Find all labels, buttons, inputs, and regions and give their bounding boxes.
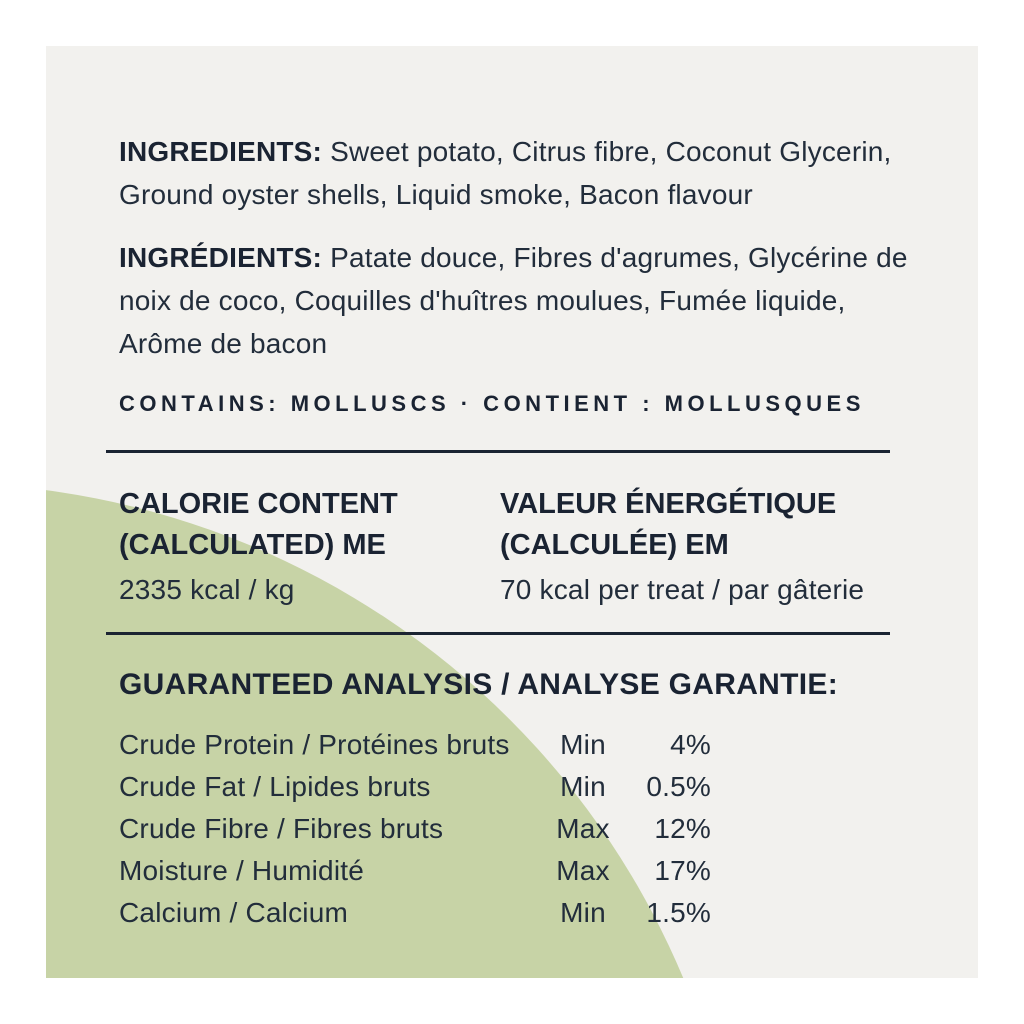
ingredients-en-text: Sweet potato, Citrus fibre, Coconut Glycerin, Ground oyster shells, Liquid smoke, Bacon flavour [119,136,892,210]
analysis-row-label: Crude Protein / Protéines bruts [119,729,510,760]
calorie-heading-fr-line2: (CALCULÉE) EM [500,529,729,561]
guaranteed-analysis-heading: GUARANTEED ANALYSIS / ANALYSE GARANTIE: [119,668,838,701]
analysis-row-value: 1.5% [646,897,711,928]
analysis-row-qualifier: Min [560,771,606,802]
ingredients-fr-text: Patate douce, Fibres d'agrumes, Glycérine de noix de coco, Coquilles d'huîtres moulues, Fumée liquide, Arôme de bacon [119,242,908,359]
label-content [46,46,978,934]
guaranteed-analysis-table [119,724,711,934]
table-row [119,724,711,766]
analysis-row-qualifier: Min [560,897,606,928]
calorie-value-en: 2335 kcal / kg [119,574,295,605]
label-panel [46,46,978,978]
table-row [119,766,711,808]
analysis-row-label: Crude Fibre / Fibres bruts [119,813,444,844]
calorie-heading-en [119,484,500,566]
table-row [119,892,711,934]
calorie-heading-en-line2: (CALCULATED) ME [119,529,386,561]
analysis-row-label: Calcium / Calcium [119,897,348,928]
ingredients-fr-heading: INGRÉDIENTS: [119,242,323,273]
analysis-row-qualifier: Max [556,813,610,844]
analysis-row-value: 17% [654,855,711,886]
analysis-row-value: 4% [670,729,711,760]
ingredients-en-heading: INGREDIENTS: [119,136,323,167]
analysis-row-label: Moisture / Humidité [119,855,364,886]
calorie-column-fr [500,484,928,610]
analysis-row-value: 12% [654,813,711,844]
calorie-section [119,484,928,610]
divider-top [106,450,890,453]
calorie-heading-en-line1: CALORIE CONTENT [119,488,398,520]
allergen-statement: CONTAINS: MOLLUSCS · CONTIENT : MOLLUSQUES [119,391,865,416]
analysis-row-qualifier: Max [556,855,610,886]
analysis-row-label: Crude Fat / Lipides bruts [119,771,431,802]
calorie-heading-fr [500,484,928,566]
table-row [119,808,711,850]
analysis-row-value: 0.5% [646,771,711,802]
calorie-column-en [119,484,500,610]
divider-bottom [106,632,890,635]
analysis-row-qualifier: Min [560,729,606,760]
calorie-heading-fr-line1: VALEUR ÉNERGÉTIQUE [500,488,837,520]
ingredients-fr-paragraph [119,236,928,365]
ingredients-en-paragraph [119,130,928,216]
calorie-value-fr: 70 kcal per treat / par gâterie [500,574,865,605]
table-row [119,850,711,892]
